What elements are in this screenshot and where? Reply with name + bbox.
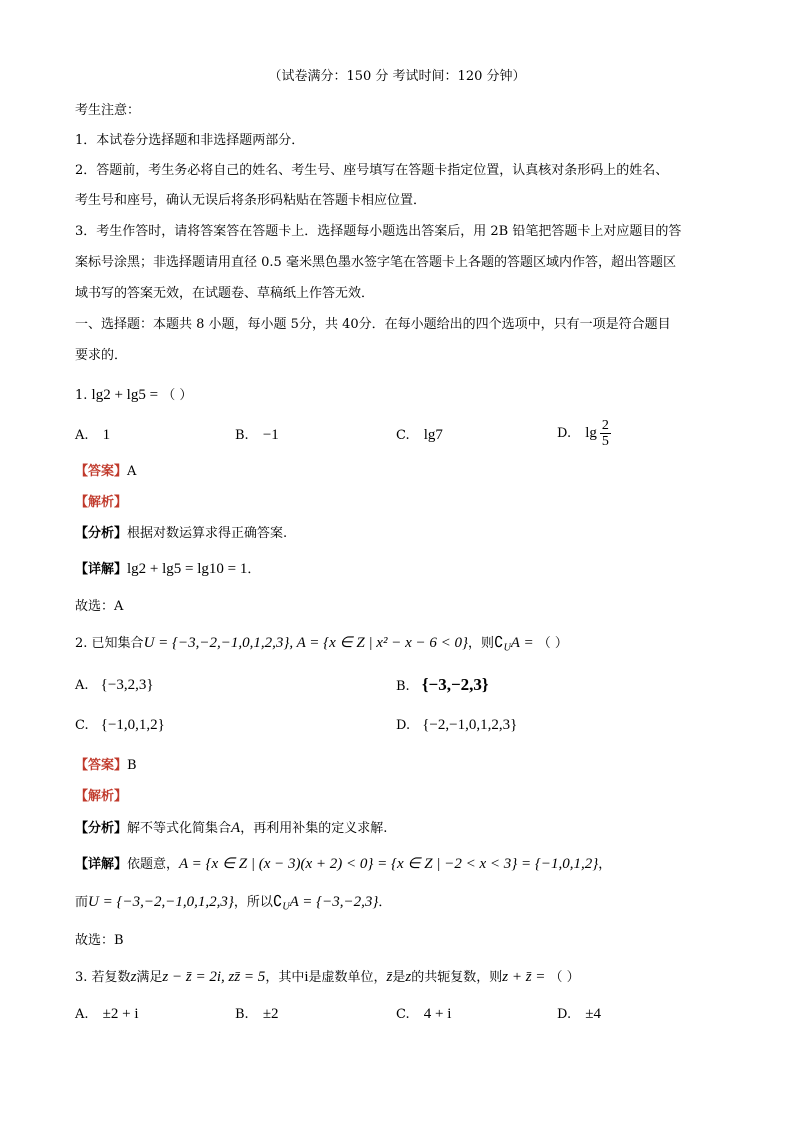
question-1-option-c: C. lg7 — [396, 427, 443, 443]
question-1-paren: （ ） — [162, 388, 193, 403]
notice-item-2-line-2: 考生号和座号，确认无误后将条形码粘贴在答题卡相应位置． — [75, 193, 427, 208]
question-3-option-c: C. 4 + i — [396, 1006, 452, 1022]
question-2-option-a: A. {−3,2,3} — [75, 677, 154, 693]
notice-item-3-line-1: 3．考生作答时，请将答案答在答题卡上．选择题每小题选出答案后，用 2B 铅笔把答题卡上对应题目的答 — [75, 224, 682, 239]
answer-value: A — [127, 464, 137, 479]
notice-item-3-line-3: 域书写的答案无效，在试题卷、草稿纸上作答无效． — [75, 286, 375, 301]
question-1-choose: 故选：A — [75, 599, 124, 614]
notice-title: 考生注意： — [75, 103, 141, 118]
question-1-number: 1. — [75, 388, 88, 403]
question-3-option-d: D. ±4 — [557, 1006, 601, 1022]
question-1-expression: lg2 + lg5 = — [91, 387, 159, 403]
question-1-analysis-tag: 【解析】 — [75, 495, 128, 510]
question-1-detail: 【详解】lg2 + lg5 = lg10 = 1． — [75, 561, 261, 577]
exam-info: （试卷满分：150 分 考试时间：120 分钟） — [268, 69, 526, 84]
question-2-choose: 故选：B — [75, 933, 124, 948]
question-1-option-d: D. lg $\frac{2}{5}$ — [557, 418, 609, 449]
question-2-option-b: B. {−3,−2,3} — [396, 675, 489, 694]
question-1-option-b: B. −1 — [235, 427, 279, 443]
question-1-stem — [75, 386, 192, 405]
notice-item-2-line-1: 2．答题前，考生务必将自己的姓名、考生号、座号填写在答题卡指定位置，认真核对条形码上的姓名、 — [75, 163, 669, 178]
question-2-option-c: C. {−1,0,1,2} — [75, 717, 165, 733]
section-heading-line-2: 要求的． — [75, 348, 128, 363]
question-2-detail-line-2: 而U = {−3,−2,−1,0,1,2,3}，所以$∁_UA = \{-3,-2,3\}$． — [75, 894, 392, 913]
question-1-answer — [75, 463, 136, 481]
notice-item-3-line-2: 案标号涂黑；非选择题请用直径 0.5 毫米黑色墨水签字笔在答题卡上各题的答题区域内作答，超出答题区 — [75, 255, 676, 270]
question-1-fenxi: 【分析】根据对数运算求得正确答案. — [75, 526, 288, 541]
question-2-option-d: D. {−2,−1,0,1,2,3} — [396, 717, 518, 733]
section-heading-line-1: 一、选择题：本题共 8 小题，每小题 5分，共 40分．在每小题给出的四个选项中，只有一项是符合题目 — [75, 317, 671, 332]
question-2-analysis-tag: 【解析】 — [75, 789, 128, 804]
question-2-stem: 2. 已知集合U = {−3,−2,−1,0,1,2,3}, A = {x ∈ Z | x² − x − 6 < 0}，则$∁_UA$ = （ ） — [75, 635, 568, 654]
question-2-fenxi: 【分析】解不等式化简集合A，再利用补集的定义求解. — [75, 820, 388, 836]
question-3-stem: 3. 若复数z满足z − z̄ = 2i, zz̄ = 5，其中i是虚数单位，z̄是z的共轭复数，则z + z̄ = （ ） — [75, 969, 580, 985]
question-3-option-b: B. ±2 — [235, 1006, 279, 1022]
answer-tag: 【答案】 — [75, 464, 128, 479]
complement-symbol: ∁ — [494, 635, 504, 651]
question-1-option-a: A. 1 — [75, 427, 111, 443]
question-2-detail: 【详解】依题意，A = {x ∈ Z | (x − 3)(x + 2) < 0} = {x ∈ Z | −2 < x < 3} = {−1,0,1,2}， — [75, 856, 612, 872]
question-2-answer: 【答案】B — [75, 758, 137, 773]
question-3-option-a: A. ±2 + i — [75, 1006, 139, 1022]
fraction-two-fifths: $\frac{2}{5}$ — [601, 418, 609, 449]
notice-item-1: 1．本试卷分选择题和非选择题两部分． — [75, 133, 305, 148]
